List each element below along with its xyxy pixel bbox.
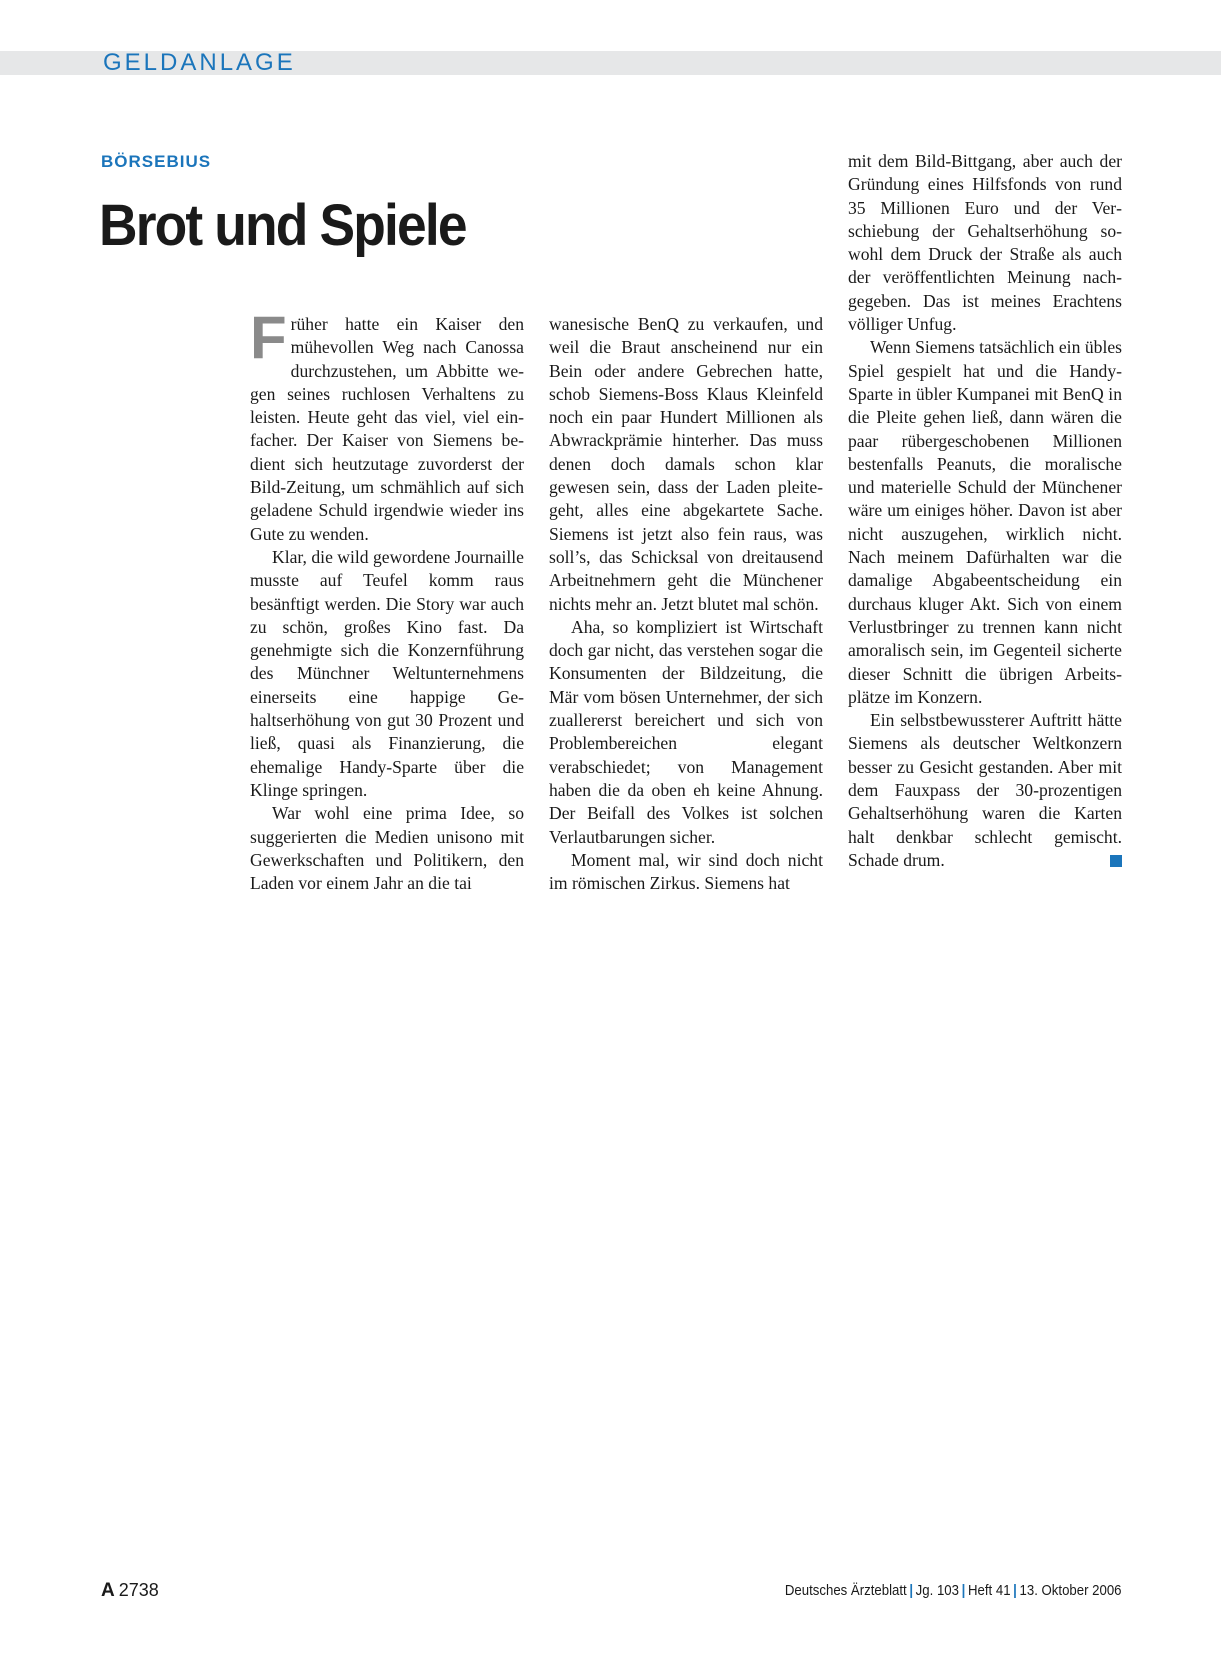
separator: | [909, 1582, 914, 1599]
article-kicker: BÖRSEBIUS [101, 152, 212, 171]
page-number [101, 1580, 159, 1602]
paragraph-text: rüher hatte ein Kaiser den mühevollen Weg nach Canossa durchzustehen, um Abbitte wegen seines ruchlosen Verhaltens zu leisten. Heute geht das viel, viel einfacher. Der Kaiser von Siemens bedient sich heutzutage zuvorderst der Bild-Zeitung, um schmählich auf sich geladene Schuld irgendwie wieder ins Gute zu wenden. [250, 314, 524, 544]
page-prefix: A [101, 1580, 115, 1601]
end-mark-icon [1110, 855, 1122, 867]
paragraph [848, 709, 1122, 872]
drop-cap: F [250, 304, 287, 371]
paragraph: War wohl eine prima Idee, so suggerierten die Medien unisono mit Gewerkschaften und Politikern, den Laden vor einem Jahr an die tai [250, 803, 524, 894]
article-column-1 [250, 304, 524, 895]
paragraph: wanesische BenQ zu verkaufen, und weil die Braut anscheinend nur ein Bein oder andere Gebrechen hatte, schob Siemens-Boss Klaus Kleinfeld noch ein paar Hundert Millionen als Abwrackprämie hinterher. Das muss denen doch damals schon klar gewesen sein, dass der Laden pleitegeht, alles eine abgekartete Sache. Siemens ist jetzt also fein raus, was soll’s, das Schicksal von dreitausend Arbeitnehmern geht die Münchener nichts mehr an. Jetzt blutet mal schön. [549, 314, 823, 614]
separator: | [1013, 1582, 1018, 1599]
issue-date: 13. Oktober 2006 [1019, 1582, 1122, 1599]
paragraph: mit dem Bild-Bittgang, aber auch der Gründung eines Hilfsfonds von rund 35 Millionen Euro und der Verschiebung der Gehaltserhöhung sowohl dem Druck der Straße als auch der veröffentlichten Meinung nachgegeben. Das ist meines Erachtens völliger Unfug. [848, 151, 1122, 335]
separator: | [962, 1582, 966, 1599]
paragraph: Wenn Siemens tatsächlich ein übles Spiel gespielt hat und die Handy-Sparte in übler Kumpanei mit BenQ in die Pleite gehen ließ, dann wären die paar rübergeschobenen Millionen bestenfalls Peanuts, die moralische und materielle Schuld der Münchener wäre um einiges höher. Davon ist aber nicht auszugehen, wirklich nicht. Nach meinem Dafürhalten war die damalige Abgabeentscheidung ein durchaus kluger Akt. Sich von einem Verlustbringer zu trennen kann nicht amoralisch sein, im Gegenteil sicherte dieser Schnitt die übrigen Arbeitsplätze im Konzern. [848, 337, 1122, 707]
publication-info [785, 1582, 1122, 1599]
section-label: GELDANLAGE [103, 49, 296, 76]
paragraph: Aha, so kompliziert ist Wirtschaft doch gar nicht, das verstehen sogar die Konsumenten der Bildzeitung, die Mär vom bösen Unternehmer, der sich zuallererst bereichert und sich von Problembereichen elegant verabschiedet; von Management haben die da oben eh keine Ahnung. Der Beifall des Volkes ist solchen Verlautbarungen sicher. [549, 616, 823, 847]
paragraph: Klar, die wild gewordene Journaille musste auf Teufel komm raus besänftigt werden. Die Story war auch zu schön, großes Kino fast. Da genehmigte sich die Konzernführung des Münchner Weltunternehmens einerseits eine happige Gehaltserhöhung von gut 30 Prozent und ließ, quasi als Finanzierung, die ehemalige Handy-Sparte über die Klinge springen. [250, 546, 524, 800]
article-column-3 [848, 150, 1122, 872]
journal-name: Deutsches Ärzteblatt [785, 1582, 908, 1599]
volume: Jg. 103 [916, 1582, 960, 1599]
paragraph [250, 304, 524, 546]
issue: Heft 41 [968, 1582, 1012, 1599]
paragraph-text: Ein selbstbewussterer Auftritt hätte Siemens als deutscher Weltkonzern besser zu Gesicht gestanden. Aber mit dem Fauxpass der 30-prozentigen Gehaltserhöhung waren die Karten halt denkbar schlecht gemischt. Schade drum. [848, 710, 1122, 870]
article-column-2 [549, 313, 823, 895]
paragraph: Moment mal, wir sind doch nicht im römischen Zirkus. Siemens hat [549, 849, 823, 894]
page-number-value: 2738 [118, 1580, 159, 1600]
article-title: Brot und Spiele [99, 193, 466, 258]
